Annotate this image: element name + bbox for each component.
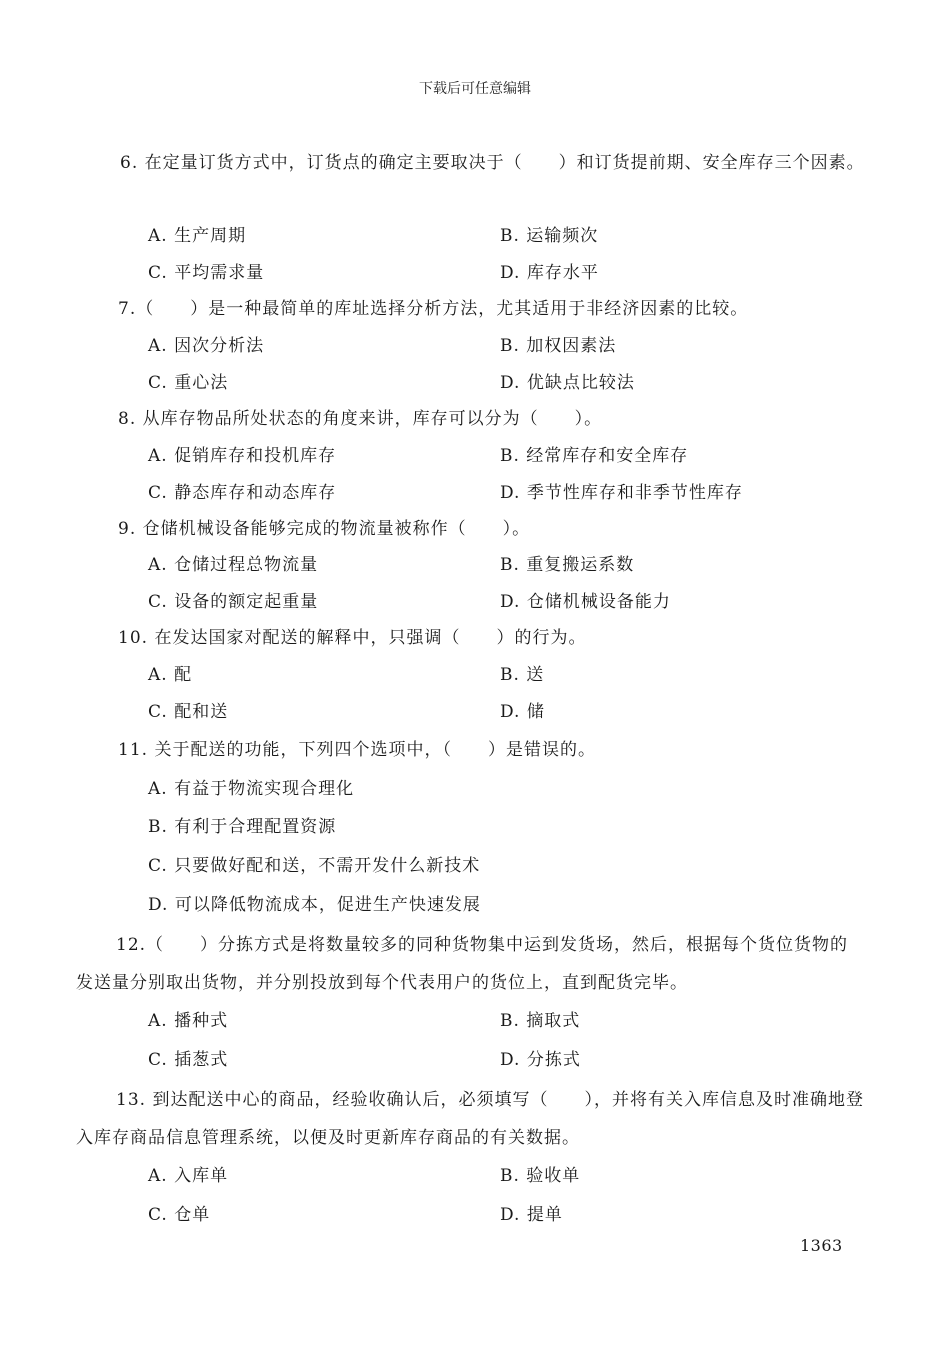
question-6-option-c: C. 平均需求量 — [148, 263, 265, 283]
question-7-option-b: B. 加权因素法 — [500, 336, 617, 356]
question-10-option-b: B. 送 — [500, 665, 545, 685]
question-7-option-a: A. 因次分析法 — [148, 336, 265, 356]
question-9-option-a: A. 仓储过程总物流量 — [148, 555, 319, 575]
question-8-option-a: A. 促销库存和投机库存 — [148, 446, 337, 466]
question-8-stem: 8. 从库存物品所处状态的角度来讲，库存可以分为（ ）。 — [118, 409, 603, 429]
question-13-stem: 13. 到达配送中心的商品，经验收确认后，必须填写（ ），并将有关入库信息及时准确地登入库存商品信息管理系统，以便及时更新库存商品的有关数据。 — [76, 1090, 864, 1148]
question-11-option-a: A. 有益于物流实现合理化 — [148, 779, 355, 799]
question-9-option-b: B. 重复搬运系数 — [500, 555, 635, 575]
question-13-option-a: A. 入库单 — [148, 1166, 229, 1186]
question-12-option-d: D. 分拣式 — [500, 1050, 581, 1070]
page-header: 下载后可任意编辑 — [419, 81, 531, 97]
question-9-stem: 9. 仓储机械设备能够完成的物流量被称作（ ）。 — [118, 519, 531, 539]
question-12-option-b: B. 摘取式 — [500, 1011, 581, 1031]
page-number: 1363 — [800, 1236, 843, 1255]
question-11-stem: 11. 关于配送的功能，下列四个选项中，（ ）是错误的。 — [118, 740, 596, 760]
question-9-option-c: C. 设备的额定起重量 — [148, 592, 319, 612]
question-8-option-b: B. 经常库存和安全库存 — [500, 446, 689, 466]
question-8-option-c: C. 静态库存和动态库存 — [148, 483, 337, 503]
question-10-option-a: A. 配 — [148, 665, 193, 685]
question-11-option-d: D. 可以降低物流成本，促进生产快速发展 — [148, 895, 481, 915]
question-6-option-a: A. 生产周期 — [148, 226, 247, 246]
question-7-stem: 7.（ ）是一种最简单的库址选择分析方法，尤其适用于非经济因素的比较。 — [118, 299, 749, 319]
question-13-option-c: C. 仓单 — [148, 1205, 211, 1225]
question-9-option-d: D. 仓储机械设备能力 — [500, 592, 671, 612]
question-13-option-b: B. 验收单 — [500, 1166, 581, 1186]
question-6-option-b: B. 运输频次 — [500, 226, 599, 246]
question-7-option-c: C. 重心法 — [148, 373, 229, 393]
question-12-stem: 12.（ ）分拣方式是将数量较多的同种货物集中运到发货场，然后，根据每个货位货物的发送量分别取出货物，并分别投放到每个代表用户的货位上，直到配货完毕。 — [76, 935, 849, 993]
question-13-option-d: D. 提单 — [500, 1205, 563, 1225]
question-11-option-b: B. 有利于合理配置资源 — [148, 817, 337, 837]
question-12-option-c: C. 插葱式 — [148, 1050, 229, 1070]
question-7-option-d: D. 优缺点比较法 — [500, 373, 635, 393]
question-10-option-c: C. 配和送 — [148, 702, 229, 722]
question-10-stem: 10. 在发达国家对配送的解释中，只强调（ ）的行为。 — [118, 628, 587, 648]
question-11-option-c: C. 只要做好配和送，不需开发什么新技术 — [148, 856, 481, 876]
question-12-option-a: A. 播种式 — [148, 1011, 229, 1031]
question-10-option-d: D. 储 — [500, 702, 545, 722]
question-8-option-d: D. 季节性库存和非季节性库存 — [500, 483, 743, 503]
question-6-stem: 6. 在定量订货方式中，订货点的确定主要取决于（ ）和订货提前期、安全库存三个因素。 — [120, 153, 865, 173]
question-6-option-d: D. 库存水平 — [500, 263, 599, 283]
